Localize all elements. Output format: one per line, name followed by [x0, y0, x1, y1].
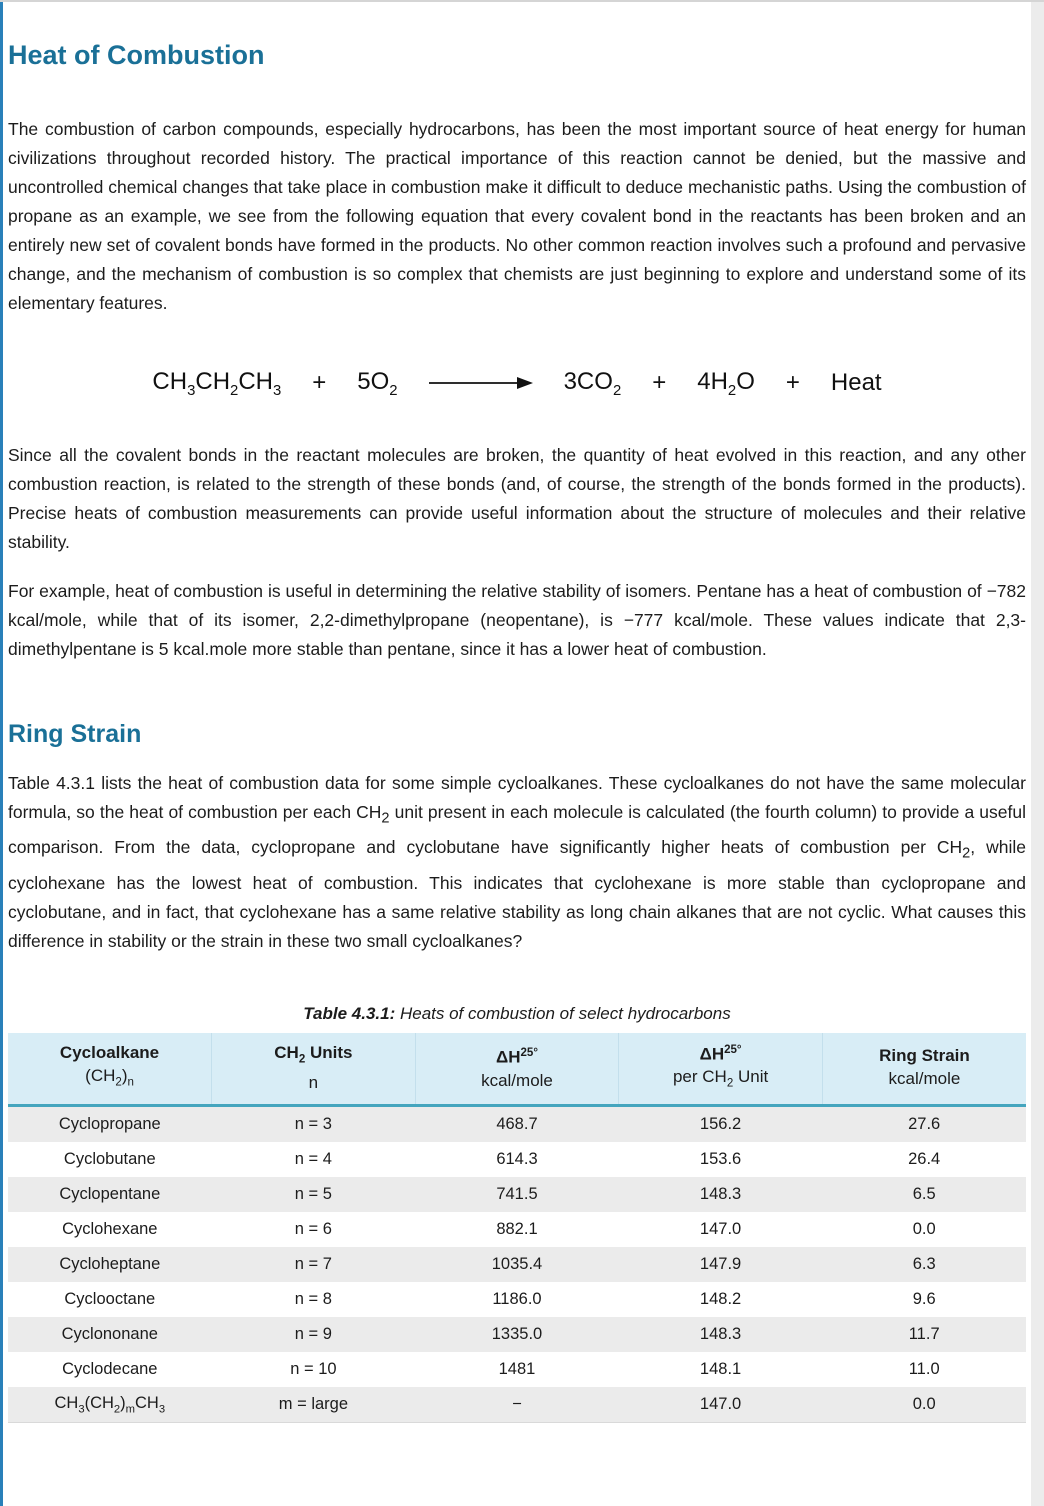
cell-ring-strain: 0.0 [822, 1387, 1026, 1423]
section-title-ring-strain: Ring Strain [8, 719, 142, 748]
equation-heat: Heat [830, 369, 882, 397]
cell-ring-strain: 6.5 [912, 1184, 936, 1203]
table-row [8, 1387, 1026, 1423]
column-title: Cycloalkane [59, 1042, 160, 1062]
cell-delta-h: 1186.0 [492, 1289, 542, 1308]
cell-cycloalkane: Cyclooctane [64, 1289, 156, 1308]
cell-ch2-units: m = large [212, 1387, 416, 1423]
table-header-cell [619, 1033, 823, 1106]
cell-ring-strain: 6.3 [912, 1254, 936, 1273]
equation-plus-sign: + [785, 369, 800, 397]
table-caption-label: Table 4.3.1: [303, 1003, 396, 1023]
cell-delta-h: 1335.0 [491, 1324, 543, 1343]
cell-delta-h-per-ch2: 148.3 [699, 1184, 742, 1203]
cell-cycloalkane: Cyclodecane [62, 1359, 158, 1378]
cell-delta-h: 614.3 [496, 1149, 538, 1168]
cell-ch2-units: n = 10 [290, 1359, 337, 1378]
column-title: $CH_2$ Units [274, 1042, 353, 1066]
table-row [8, 1247, 1026, 1282]
cell-ring-strain: 27.6 [908, 1114, 941, 1133]
cell-cycloalkane: Cycloheptane [59, 1254, 161, 1273]
heats-of-combustion-table [8, 1033, 1026, 1423]
cell-delta-h-per-ch2: 147.0 [699, 1219, 742, 1238]
cell-ring-strain: 11.7 [908, 1324, 940, 1343]
equation-plus-sign: + [312, 369, 327, 397]
equation-plus-sign: + [652, 369, 667, 397]
cell-ch2-units: n = 4 [294, 1149, 332, 1168]
cell-delta-h: 468.7 [496, 1114, 538, 1133]
cell-delta-h-per-ch2: 148.3 [699, 1324, 742, 1343]
cell-delta-h-per-ch2: 148.1 [699, 1359, 742, 1378]
document-content [8, 40, 1026, 1423]
cell-ch2-units: n = 5 [294, 1184, 332, 1203]
cell-cycloalkane: Cyclononane [61, 1324, 158, 1343]
cell-delta-h: 1481 [498, 1359, 536, 1378]
column-subtitle: kcal/mole [481, 1071, 553, 1091]
cell-delta-h-per-ch2: 147.9 [699, 1254, 742, 1273]
section-title-heat-of-combustion: Heat of Combustion [8, 40, 265, 70]
cell-cycloalkane: $CH_3(CH_2)_mCH_3$ [8, 1387, 212, 1423]
table-header-cell [8, 1033, 212, 1106]
column-subtitle: $(CH_2)_n$ [85, 1065, 134, 1089]
paragraph-combustion-intro: The combustion of carbon compounds, especially hydrocarbons, has been the most important source of heat energy for human civilizations throughout recorded history. The practical importance of this reaction cannot be denied, but the massive and uncontrolled chemical changes that take place in combustion make it difficult to deduce mechanistic paths. Using the combustion of propane as an example, we see from the following equation that every covalent bond in the reactants has been broken and an entirely new set of covalent bonds have formed in the products. No other common reaction involves such a profound and pervasive change, and the mechanism of combustion is so complex that chemists are just beginning to explore and understand some of its elementary features. [8, 119, 1026, 313]
column-title: Ring Strain [879, 1046, 970, 1066]
table-row [8, 1177, 1026, 1212]
cell-delta-h: 741.5 [496, 1184, 538, 1203]
column-subtitle: per $CH_2$ Unit [672, 1067, 769, 1090]
cell-delta-h-per-ch2: 147.0 [619, 1387, 823, 1423]
paragraph-bond-strength: Since all the covalent bonds in the reactant molecules are broken, the quantity of heat evolved in this reaction, and any other combustion reaction, is related to the strength of these bonds (and, of course, the strength of the bonds formed in the products). Precise heats of combustion measurements can provide useful information about the structure of molecules and their relative stability. [8, 444, 1026, 552]
cell-ch2-units: n = 3 [294, 1114, 332, 1133]
table-header-cell [822, 1033, 1026, 1106]
reaction-arrow-icon [429, 376, 533, 390]
equation-carbon-dioxide: $3CO_2$ [563, 368, 622, 399]
cell-delta-h-per-ch2: 156.2 [699, 1114, 742, 1133]
table-caption [8, 1004, 1026, 1024]
equation-water: $4H_2O$ [697, 368, 755, 399]
cell-ch2-units: n = 8 [294, 1289, 332, 1308]
cell-ring-strain: 0.0 [912, 1219, 936, 1238]
table-row [8, 1105, 1026, 1142]
table-body [8, 1105, 1026, 1422]
cell-ring-strain: 26.4 [908, 1149, 941, 1168]
table-row [8, 1317, 1026, 1352]
cell-delta-h: 882.1 [496, 1219, 538, 1238]
cell-cycloalkane: Cyclobutane [63, 1149, 156, 1168]
paragraph-isomer-stability: For example, heat of combustion is useful in determining the relative stability of isomers. Pentane has a heat of combustion of −782 kcal/mole, while that of its isomer, 2,2-dimethylpropane (neopentane), is −777 kcal/mole. These values indicate that 2,3-dimethylpentane is 5 kcal.mole more stable than pentane, since it has a lower heat of combustion. [8, 580, 1026, 659]
cell-ch2-units: n = 6 [294, 1219, 332, 1238]
column-title: $\Delta H^{25^\circ}$ [496, 1047, 538, 1068]
table-header-cell [415, 1033, 619, 1106]
scrollbar-track[interactable] [1031, 2, 1044, 1506]
cell-cycloalkane: Cyclopropane [58, 1114, 161, 1133]
table-row [8, 1142, 1026, 1177]
cell-delta-h-per-ch2: 153.6 [699, 1149, 742, 1168]
column-subtitle: n [308, 1073, 319, 1093]
equation-propane: $CH_3CH_2CH_3$ [152, 368, 282, 399]
table-row [8, 1282, 1026, 1317]
combustion-equation [8, 368, 1026, 399]
cell-ch2-units: n = 7 [294, 1254, 332, 1273]
cell-ring-strain: 9.6 [912, 1289, 936, 1308]
cell-delta-h-per-ch2: 148.2 [699, 1289, 742, 1308]
cell-ring-strain: 11.0 [908, 1359, 940, 1378]
table-row [8, 1212, 1026, 1247]
table-header-cell [212, 1033, 416, 1106]
cell-cycloalkane: Cyclohexane [62, 1219, 158, 1238]
table-header [8, 1033, 1026, 1106]
table-header-row [8, 1033, 1026, 1106]
table-row [8, 1352, 1026, 1387]
column-title: $\Delta H^{25^\circ}$ [699, 1043, 742, 1064]
table-caption-text: Heats of combustion of select hydrocarbons [395, 1003, 731, 1023]
cell-cycloalkane: Cyclopentane [59, 1184, 161, 1203]
page-left-accent-bar [0, 2, 3, 1506]
cell-delta-h: − [415, 1387, 619, 1423]
paragraph-ring-strain-intro: Table 4.3.1 lists the heat of combustion data for some simple cycloalkanes. These cycloalkanes do not have the same molecular formula, so the heat of combustion per each $CH_2$ unit present in each molecule is calculated (the fourth column) to provide a useful comparison. From the data, cyclopropane and cyclobutane have significantly higher heats of combustion per $CH_2$, while cyclohexane has the lowest heat of combustion. This indicates that cyclohexane is more stable than cyclopropane and cyclobutane, and in fact, that cyclohexane has a same relative stability as long chain alkanes that are not cyclic. What causes this difference in stability or the strain in these two small cycloalkanes? [8, 772, 1026, 951]
column-subtitle: kcal/mole [888, 1069, 961, 1089]
cell-ch2-units: n = 9 [294, 1324, 332, 1343]
equation-oxygen: $5O_2$ [357, 368, 398, 399]
cell-delta-h: 1035.4 [491, 1254, 543, 1273]
